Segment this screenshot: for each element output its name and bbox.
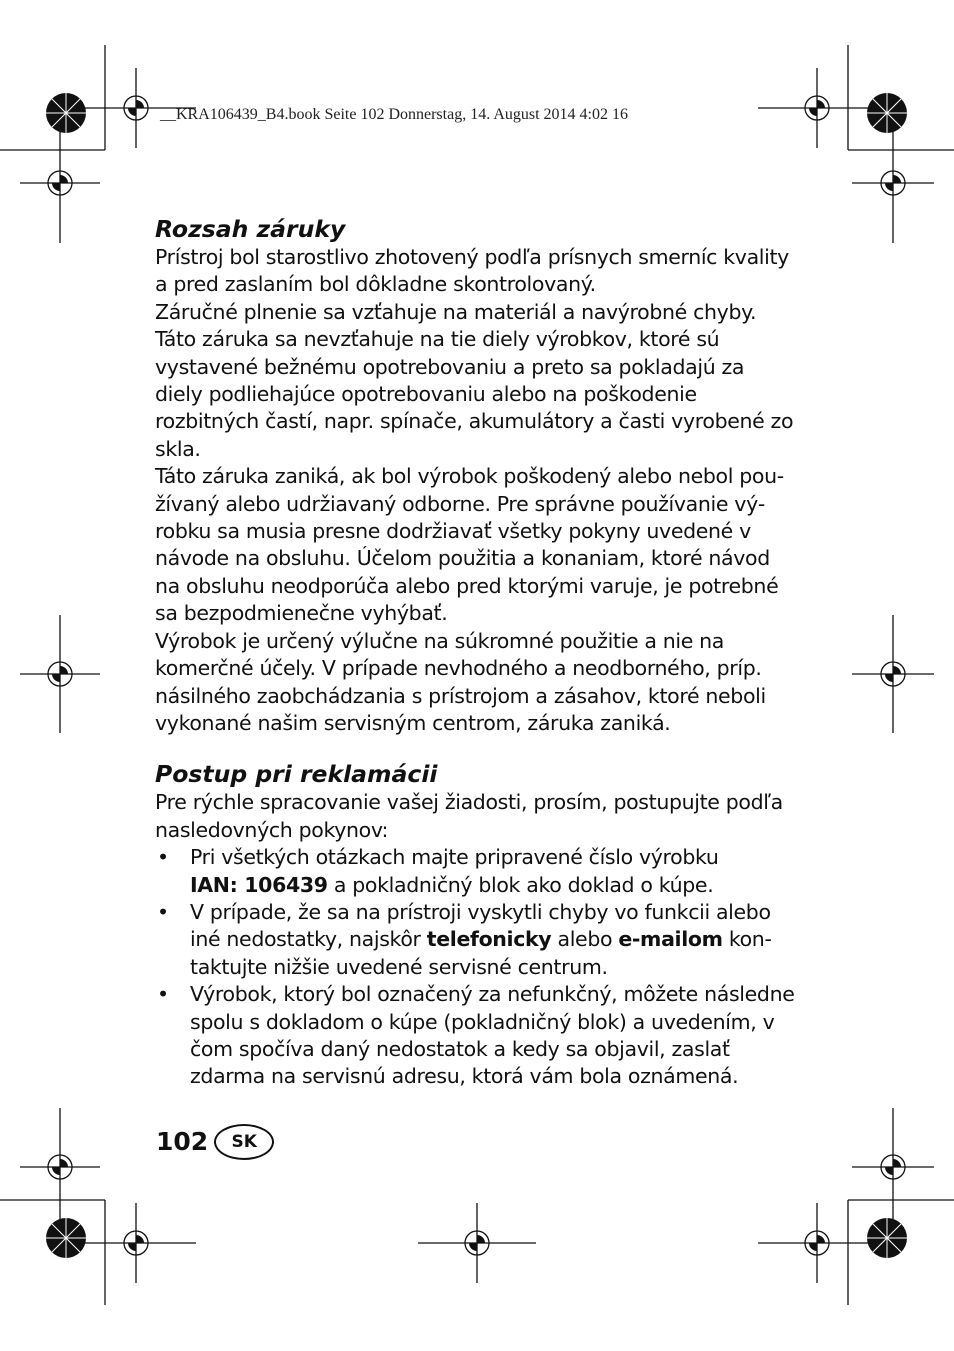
paragraph: Táto záruka zaniká, ak bol výrobok poškodený alebo nebol používaný alebo udržiavaný odborne. Pre správne používanie výrobku sa musia presne dodržiavať všetky pokyny uvedené v návode na obsluhu. Účelom použitia a konaniam, ktoré návod na obsluhu neodporúča alebo pred ktorými varuje, je potrebné sa bezpodmienečne vyhýbať. [155,464,785,626]
language-badge: SK [214,1124,274,1160]
paragraph: Záručné plnenie sa vzťahuje na materiál a navýrobné chyby. Táto záruka sa nevzťahuje na tie diely výrobkov, ktoré sú vystavené bežnému opotrebovaniu a preto sa pokladajú za diely podliehajúce opotrebovaniu alebo na poškodenie rozbitných častí, napr. spínače, akumulátory a časti vyrobené zo skla. [155,299,794,461]
page-content [155,214,795,1091]
email-emphasis: e-mailom [618,927,723,952]
list-item: • V prípade, že sa na prístroji vyskytli chyby vo funkcii alebo iné nedostatky, najskôr telefonicky alebo e-mailom kontaktujte nižšie uvedené servisné centrum. [157,899,772,979]
list-item: • Pri všetkých otázkach majte pripravené číslo výrobku IAN: 106439 a pokladničný blok ako doklad o kúpe. [157,845,719,897]
paragraph: Prístroj bol starostlivo zhotovený podľa prísnych smerníc kvality a pred zaslaním bol dôkladne skontrolovaný. [155,245,789,297]
section-heading-warranty-scope: Rozsah záruky [155,215,346,243]
page-footer [156,1124,274,1160]
print-header: __KRA106439_B4.book Seite 102 Donnerstag, 14. August 2014 4:02 16 [160,106,628,123]
paragraph: Výrobok je určený výlučne na súkromné použitie a nie na komerčné účely. V prípade nevhodného a neodborného, príp. násilného zaobchádzania s prístrojom a zásahov, ktoré neboli vykonané našim servisným centrom, záruka zaniká. [155,628,766,735]
paragraph: Pre rýchle spracovanie vašej žiadosti, prosím, postupujte podľa nasledovných pokynov: [155,790,783,842]
product-number: IAN: 106439 [190,872,328,897]
bullet-icon: • [157,982,169,1007]
list-item: • Výrobok, ktorý bol označený za nefunkčný, môžete následne spolu s dokladom o kúpe (pokladničný blok) a uvedením, v čom spočíva daný nedostatok a kedy sa objavil, zaslať zdarma na servisnú adresu, ktorá vám bola oznámená. [157,982,795,1089]
bullet-icon: • [157,899,169,924]
bullet-icon: • [157,845,169,870]
phone-emphasis: telefonicky [426,927,552,952]
page-number: 102 [156,1127,209,1156]
bullet-list [155,844,795,1091]
section-heading-claims-procedure: Postup pri reklamácii [155,760,438,789]
